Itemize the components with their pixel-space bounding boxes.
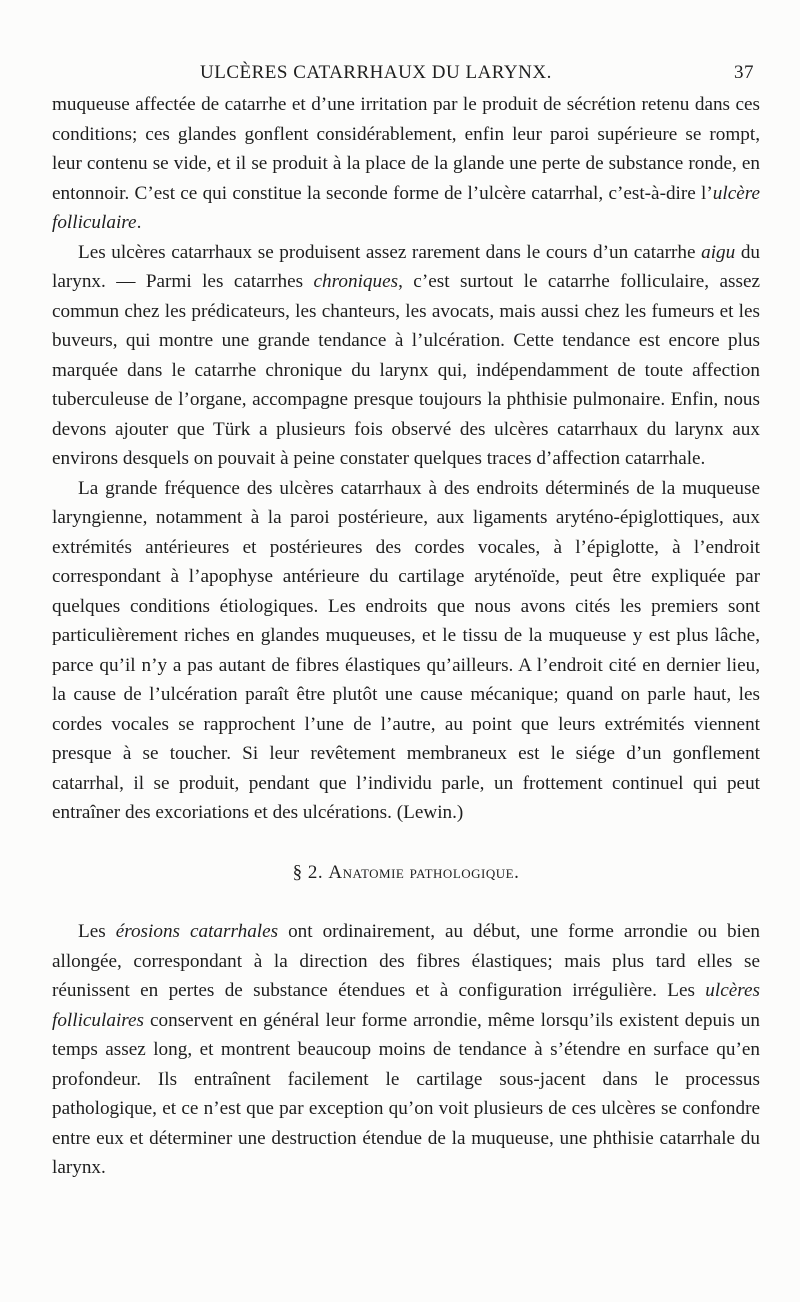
paragraph: La grande fréquence des ulcères catarrhaux à des endroits déterminés de la muqueuse laryngienne, notamment à la paroi postérieure, aux ligaments aryténo-épiglottiques, aux extrémités antérieures et postérieures des cordes vocales, à l’épiglotte, à l’endroit correspondant à l’apophyse antérieure du cartilage aryténoïde, peut être expliquée par quelques conditions étiologiques. Les endroits que nous avons cités les premiers sont particulièrement riches en glandes muqueuses, et le tissu de la muqueuse y est plus lâche, parce qu’il n’y a pas autant de fibres élastiques qu’ailleurs. A l’endroit cité en dernier lieu, la cause de l’ulcération paraît être plutôt une cause mécanique; quand on parle haut, les cordes vocales se rapprochent l’une de l’autre, au point que leurs extrémités viennent presque à se toucher. Si leur revêtement membraneux est le siége d’un gonflement catarrhal, il se produit, pendant que l’individu parle, un frottement continuel qui peut entraîner des excoriations et des ulcérations. (Lewin.) [52, 477, 760, 823]
italic-term: aigu [701, 241, 736, 263]
page-number: 37 [734, 62, 754, 83]
paragraph: Les érosions catarrhales ont ordinairement, au début, une forme arrondie ou bien allongée, correspondant à la direction des fibres élastiques; mais plus tard elles se réunissent en pertes de substance étendues et à configuration irrégulière. Les ulcères folliculaires conservent en général leur forme arrondie, même lorsqu’ils existent depuis un temps assez long, et montrent beaucoup moins de tendance à s’étendre en surface qu’en profondeur. Ils entraînent facilement le cartilage sous-jacent dans le processus pathologique, et ce n’est que par exception qu’on voit plusieurs de ces ulcères se confondre entre eux et déterminer une destruction étendue de la muqueuse, une phthisie catarrhale du larynx. [52, 921, 760, 1178]
body-text [52, 90, 760, 1183]
italic-term: ulcère folliculaire [52, 182, 760, 233]
section-heading [52, 858, 760, 888]
paragraph: Les ulcères catarrhaux se produisent assez rarement dans le cours d’un catarrhe aigu du larynx. — Parmi les catarrhes chroniques, c’est surtout le catarrhe folliculaire, assez commun chez les prédicateurs, les chanteurs, les avocats, mais aussi chez les fumeurs et les buveurs, qui montre une grande tendance à l’ulcération. Cette tendance est encore plus marquée dans le catarrhe chronique du larynx qui, indépendamment de toute affection tuberculeuse de l’organe, accompagne presque toujours la phthisie pulmonaire. Enfin, nous devons ajouter que Türk a plusieurs fois observé des ulcères catarrhaux du larynx aux environs desquels on pouvait à peine constater quelques traces d’affection catarrhale. [52, 241, 761, 469]
section-title: Anatomie pathologique. [328, 861, 520, 883]
running-head [90, 62, 760, 90]
paragraph-continuation: muqueuse affectée de catarrhe et d’une irritation par le produit de sécrétion retenu dans ces conditions; ces glandes gonflent considérablement, enfin leur paroi supérieure se rompt, leur contenu se vide, et il se produit à la place de la glande une perte de substance ronde, en entonnoir. C’est ce qui constitue la seconde forme de l’ulcère catarrhal, c’est-à-dire l’ulcère folliculaire. [52, 94, 760, 233]
italic-term: chroniques [313, 271, 399, 292]
italic-term: ulcères folliculaires [52, 980, 760, 1031]
italic-term: érosions catarrhales [115, 921, 279, 942]
section-number: § 2. [292, 861, 324, 883]
running-title: ULCÈRES CATARRHAUX DU LARYNX. [200, 62, 552, 83]
